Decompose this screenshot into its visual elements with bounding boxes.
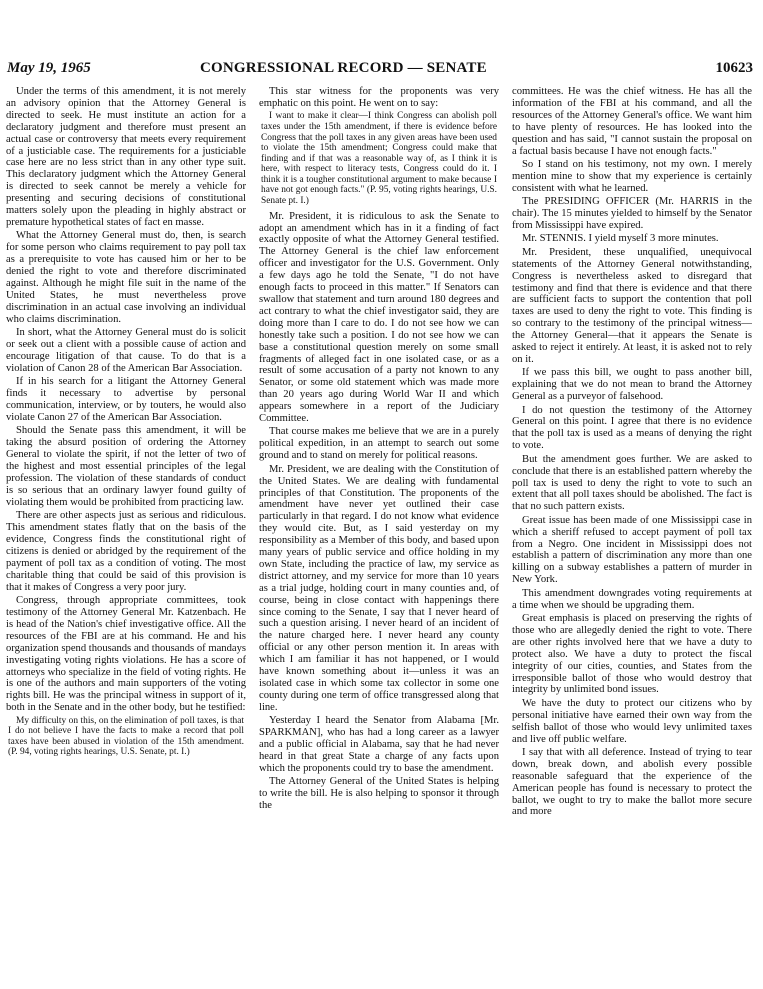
quoted-testimony: My difficulty on this, on the elimination of poll taxes, is that I do not believe I have the facts to make a record that poll taxes have been abused in violation of the 15th amendment. (P. 94, voting rights hearings, U.S. Senate, pt. I.): [8, 715, 244, 758]
header-date: May 19, 1965: [7, 60, 91, 76]
paragraph: committees. He was the chief witness. He has all the information of the FBI at his command, and all the resources of the Attorney General's office. We want him to have plenty of resources. He has looked into the question and has said, "I cannot sustain the proposal on a factual basis because I have not enough facts.": [512, 86, 752, 157]
paragraph: I say that with all deference. Instead of trying to tear down, break down, and abolish every possible reasonable safeguard that the experience of the American people has found is necessary to protect the ballot, we ought to try to make the ballot more secure and more: [512, 746, 752, 818]
paragraph: Mr. President, it is ridiculous to ask the Senate to adopt an amendment which has in it a finding of fact exactly opposite of what the Attorney General testified. The Attorney General is the chief law enforcement officer and investigator for the U.S. Government. Only a few days ago he told the Senate, "I do not have enough facts to proceed in this matter." If Senators can swallow that statement and turn around 180 degrees and act contrary to what the chief investigator said, they are doing more than I care to do. I do not see how we can honestly take such a position. I do not see how we can base a constitutional question merely on some small fragments of alleged fact in one isolated case, or as a result of some accusation of a party not known to any Senator, or some old statement which was made more than 20 years ago during World War II and which appears somewhere in a report of the Judiciary Committee.: [259, 210, 499, 425]
paragraph: Great emphasis is placed on preserving the rights of those who are allegedly denied the right to vote. There are other rights involved here that we have a duty to protect also. We have a duty to protect the fiscal integrity of our cities, counties, and States from the irresponsible ballot of those who would destroy that integrity by unlimited bond issues.: [512, 612, 752, 696]
paragraph: What the Attorney General must do, then, is search for some person who claims requirement to pay poll tax as a prerequisite to vote has caused him or her to be denied the right to vote and therefore discriminated against. Although he might file suit in the name of the United States, he must nevertheless prove discrimination in an actual case involving an individual who claims discrimination.: [6, 230, 246, 325]
quoted-testimony: I want to make it clear—I think Congress can abolish poll taxes under the 15th amendment, if there is evidence before Congress that the poll taxes in any given areas have been used to violate the 15th amendment; Congress could make that finding and if that was a reasonable way of, as I think it is here, with respect to literacy tests, Congress could do it. I think it is a tougher constitutional argument to make because I have not got enough facts." (P. 95, voting rights hearings, U.S. Senate pt. I.): [261, 111, 497, 207]
text-column-1: [6, 86, 246, 986]
paragraph: We have the duty to protect our citizens who by personal initiative have earned their own way from the selfish ballot of those who would levy unlimited taxes and live off public welfare.: [512, 697, 752, 745]
paragraph: Mr. STENNIS. I yield myself 3 more minutes.: [522, 233, 719, 245]
paragraph: In short, what the Attorney General must do is solicit or seek out a client with a possible cause of action and encourage litigation of that cause. To do that is a violation of Canon 28 of the American Bar Association.: [6, 327, 246, 374]
paragraph: Under the terms of this amendment, it is not merely an advisory opinion that the Attorney General is directed to seek. He must institute an action for a declaratory judgment and therefore must present an actual case or controversy that meets every requirement of a justiciable case. The requirements for a justiciable case here are no less strict than in any other type suit. This declaratory judgment which the Attorney General is directed to seek cannot be merely a vehicle for presenting and securing decisions of constitutional matters solely upon the pleading in highly abstract or premature hypothetical states of fact en masse.: [6, 86, 246, 228]
paragraph: If we pass this bill, we ought to pass another bill, explaining that we do not mean to brand the Attorney General as a purveyor of falsehood.: [512, 367, 752, 403]
text-column-3: [512, 86, 752, 986]
paragraph: The PRESIDING OFFICER (Mr. HARRIS in the chair). The 15 minutes yielded to himself by the Senator from Mississippi have expired.: [512, 196, 752, 231]
paragraph: Great issue has been made of one Mississippi case in which a sheriff refused to accept payment of poll tax from a Negro. One incident in Mississippi does not establish a pattern of discrimination any more than one killing on a subway establishes a pattern of murder in New York.: [512, 514, 752, 586]
paragraph: That course makes me believe that we are in a purely political expedition, in an attempt to search out some ground and to stand on merely for political reasons.: [259, 426, 499, 462]
paragraph: Yesterday I heard the Senator from Alabama [Mr. SPARKMAN], who has had a long career as a lawyer and a public official in Alabama, say that he had never heard in that great State a charge of any facts upon which the proponents could try to base the amendment.: [259, 715, 499, 774]
paragraph: If in his search for a litigant the Attorney General finds it necessary to advertise by personal communication, interview, or by touters, he would also violate Canon 27 of the American Bar Association.: [6, 376, 246, 423]
header-title: CONGRESSIONAL RECORD — SENATE: [200, 60, 487, 76]
paragraph: The Attorney General of the United States is helping to write the bill. He is also helping to sponsor it through the: [259, 776, 499, 812]
paragraph: Mr. President, we are dealing with the Constitution of the United States. We are dealing with fundamental principles of that Constitution. The proponents of the amendment have never yet outlined their case particularly in that regard. I do not know what evidence they would cite. But, as I said yesterday on my responsibility as a Member of this body, and based upon many years of public service and office holding in my own State, including the practice of law, my service as district attorney, and my service for more than 10 years as a trial judge, holding court in many counties and, of course, being in close contact with happenings there since coming to the Senate, I say that I never heard of such a question arising. I never heard of an incident of the nature charged here. I never heard any county official or any other person mention it. In areas with which I am familiar it has not happened, or I would have known something about it—unless it was an isolated case in which some tax collector in some one county during one term of office transgressed along that line.: [259, 463, 499, 713]
paragraph: This amendment downgrades voting requirements at a time when we should be upgrading them.: [512, 587, 752, 611]
paragraph: I do not question the testimony of the Attorney General on this point. I agree that there is no evidence that the poll tax is used as a means of denying the right to vote.: [512, 404, 752, 452]
paragraph: There are other aspects just as serious and ridiculous. This amendment states flatly that on the basis of the evidence, Congress finds the constitutional right of citizens is denied or abridged by the requirement of the payment of poll tax as a condition of voting. The most charitable thing that could be said of this provision is that it makes of Congress a very poor jury.: [6, 510, 246, 593]
paragraph: This star witness for the proponents was very emphatic on this point. He went on to say:: [259, 86, 499, 109]
text-column-2: [259, 86, 499, 986]
paragraph: Mr. President, these unqualified, unequivocal statements of the Attorney General notwithstanding, Congress is nevertheless asked to disregard that testimony and find that there is evidence and that there are sufficient facts to support the contention that poll taxes are used to deny the right to vote. This finding is so contrary to the testimony of the principal witness—the Attorney General—that it appears the Senate is asked to reject it entirely. At least, it is asked not to rely on it.: [512, 246, 752, 365]
paragraph: But the amendment goes further. We are asked to conclude that there is an established pattern whereby the poll tax is used to deny the right to vote to such an extent that all poll taxes should be abolished. The fact is that no such pattern exists.: [512, 453, 752, 513]
paragraph: Should the Senate pass this amendment, it will be taking the absurd position of ordering the Attorney General to violate the spirit, if not the letter of two of the highest and most essential principles of the legal profession. The violation of these standards of conduct is so serious that an ordinary lawyer found guilty of violating them would be prohibited from practicing law.: [6, 425, 246, 508]
header-page-number: 10623: [715, 60, 753, 76]
paragraph: So I stand on his testimony, not my own. I merely mention mine to show that my experience is certainly consistent with what he learned.: [512, 158, 752, 194]
paragraph: Congress, through appropriate committees, took testimony of the Attorney General Mr. Katzenbach. He is head of the Nation's chief investigative office. All the resources of the FBI are at his command. He and his organization spend thousands and thousands of mandays investigating voting rights violations. He has a score of attorneys who specialize in the field of voting rights. He is one of the authors and main supporters of the voting rights bill. He was the principal witness in support of it, both in the Senate and in the other body, but he testified:: [6, 595, 246, 714]
